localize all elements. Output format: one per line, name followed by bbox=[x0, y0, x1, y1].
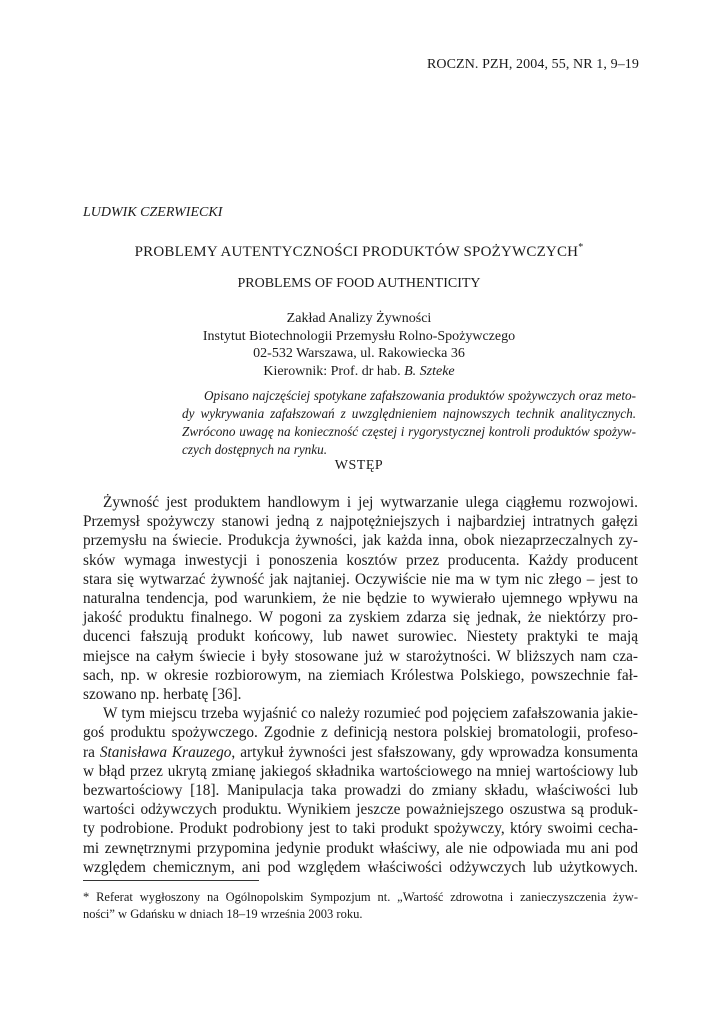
paragraph-2-line bbox=[83, 743, 638, 762]
footnote bbox=[83, 889, 638, 923]
paragraph-1-line: Przemysł spożywczy stanowi jedną z najpotężniejszych i najbardziej intratnych gałęzi bbox=[83, 513, 638, 531]
paragraph-1-line: Żywność jest produktem handlowym i jej wytwarzanie ulega ciągłemu rozwojowi. bbox=[103, 494, 638, 511]
section-heading: WSTĘP bbox=[334, 458, 384, 473]
abstract bbox=[182, 387, 636, 459]
paragraph-1-line: szowano np. herbatę [36]. bbox=[83, 686, 242, 704]
footnote-line: ności” w Gdańsku w dniach 18–19 września 2003 roku. bbox=[83, 907, 363, 921]
abstract-line: dy wykrywania zafałszowań z uwzględnieniem najnowszych technik analitycznych. bbox=[182, 406, 636, 421]
paragraph-2-line: względem chemicznym, ani pod względem właściwości odżywczych lub użytkowych. bbox=[83, 858, 638, 876]
article-title-polish bbox=[0, 242, 718, 261]
text-run: , artykuł żywności jest sfałszowany, gdy wprowadza konsumenta bbox=[231, 743, 638, 761]
footnote-divider bbox=[83, 880, 259, 881]
cited-person: Stanisława Krauzego bbox=[99, 743, 232, 761]
footnote-marker: * bbox=[578, 242, 584, 253]
paragraph-2-line: ty podrobione. Produkt podrobiony jest to taki produkt spożywczy, który swoimi cecha- bbox=[83, 820, 638, 838]
title-text: PROBLEMY AUTENTYCZNOŚCI PRODUKTÓW SPOŻYWCZYCH bbox=[134, 244, 579, 260]
abstract-line: czych dostępnych na rynku. bbox=[182, 442, 328, 457]
text-run: ra bbox=[83, 743, 100, 761]
paragraph-2-line: bezwartościowy [18]. Manipulacja taka prowadzi do zmiany składu, właściwości lub bbox=[83, 782, 638, 800]
affiliation-head-label: Kierownik: Prof. dr hab. bbox=[263, 363, 401, 379]
paragraph-1-line: jakość produktu finalnego. W pogoni za zyskiem zdarza się jednak, że niektórzy pro- bbox=[83, 609, 638, 627]
body-text bbox=[83, 493, 638, 877]
paragraph-1-line: sków wymaga inwestycji i ponoszenia kosztów przez producenta. Każdy producent bbox=[83, 551, 638, 569]
paragraph-2-line: wartości odżywczych produktu. Wynikiem jeszcze poważniejszego oszustwa są produk- bbox=[83, 801, 638, 819]
paragraph-2-line: w błąd przez ukrytą zmianę jakiegoś składnika wartościowego na mniej wartościowy lub bbox=[83, 762, 638, 780]
paragraph-2-line: W tym miejscu trzeba wyjaśnić co należy rozumieć pod pojęciem zafałszowania jakie- bbox=[103, 705, 638, 723]
affiliation-head-name: B. Szteke bbox=[404, 363, 455, 379]
paragraph-1-line: przemysłu na świecie. Produkcja żywności, jak każda inna, obok niezaprzeczalnych zy- bbox=[83, 532, 638, 550]
paragraph-1-line: miejsce na całym świecie i były stosowane już w starożytności. W bliższych nam cza- bbox=[83, 647, 638, 665]
paragraph-1-line: stara się wytwarzać żywność jak najtaniej. Oczywiście nie ma w tym nic złego – jest to bbox=[83, 570, 638, 588]
footnote-line: * Referat wygłoszony na Ogólnopolskim Sympozjum nt. „Wartość zdrowotna i zanieczyszczenia żyw- bbox=[83, 890, 638, 904]
paragraph-1-line: naturalna tendencja, pod warunkiem, że nie będzie to wywierało ujemnego wpływu na bbox=[83, 590, 638, 608]
paragraph-1-line: ducenci fałszują produkt końcowy, lub nawet surowiec. Niestety praktyki te mają bbox=[83, 628, 638, 646]
abstract-line: Zwrócono uwagę na konieczność częstej i rygorystycznej kontroli produktów spożyw- bbox=[182, 424, 636, 439]
affiliation-block bbox=[0, 310, 718, 380]
affiliation-institute: Instytut Biotechnologii Przemysłu Rolno-Spożywczego bbox=[202, 328, 516, 344]
journal-citation: ROCZN. PZH, 2004, 55, NR 1, 9–19 bbox=[426, 57, 639, 72]
affiliation-address: 02-532 Warszawa, ul. Rakowiecka 36 bbox=[253, 346, 465, 361]
paragraph-2-line: goś produktu spożywczego. Zgodnie z definicją nestora polskiej bromatologii, profeso- bbox=[83, 724, 638, 742]
paragraph-1-line: sach, np. w okresie rozbiorowym, na ziemiach Królestwa Polskiego, powszechnie fał- bbox=[83, 666, 638, 684]
author-name: LUDWIK CZERWIECKI bbox=[83, 205, 223, 220]
article-title-english: PROBLEMS OF FOOD AUTHENTICITY bbox=[237, 276, 481, 291]
paragraph-2-line: mi zewnętrznymi przypomina jedynie produkt właściwy, ale nie odpowiada mu ani pod bbox=[83, 839, 638, 857]
abstract-line: Opisano najczęściej spotykane zafałszowania produktów spożywczych oraz meto- bbox=[204, 388, 636, 403]
affiliation-head bbox=[0, 363, 718, 381]
affiliation-department: Zakład Analizy Żywności bbox=[286, 311, 432, 326]
